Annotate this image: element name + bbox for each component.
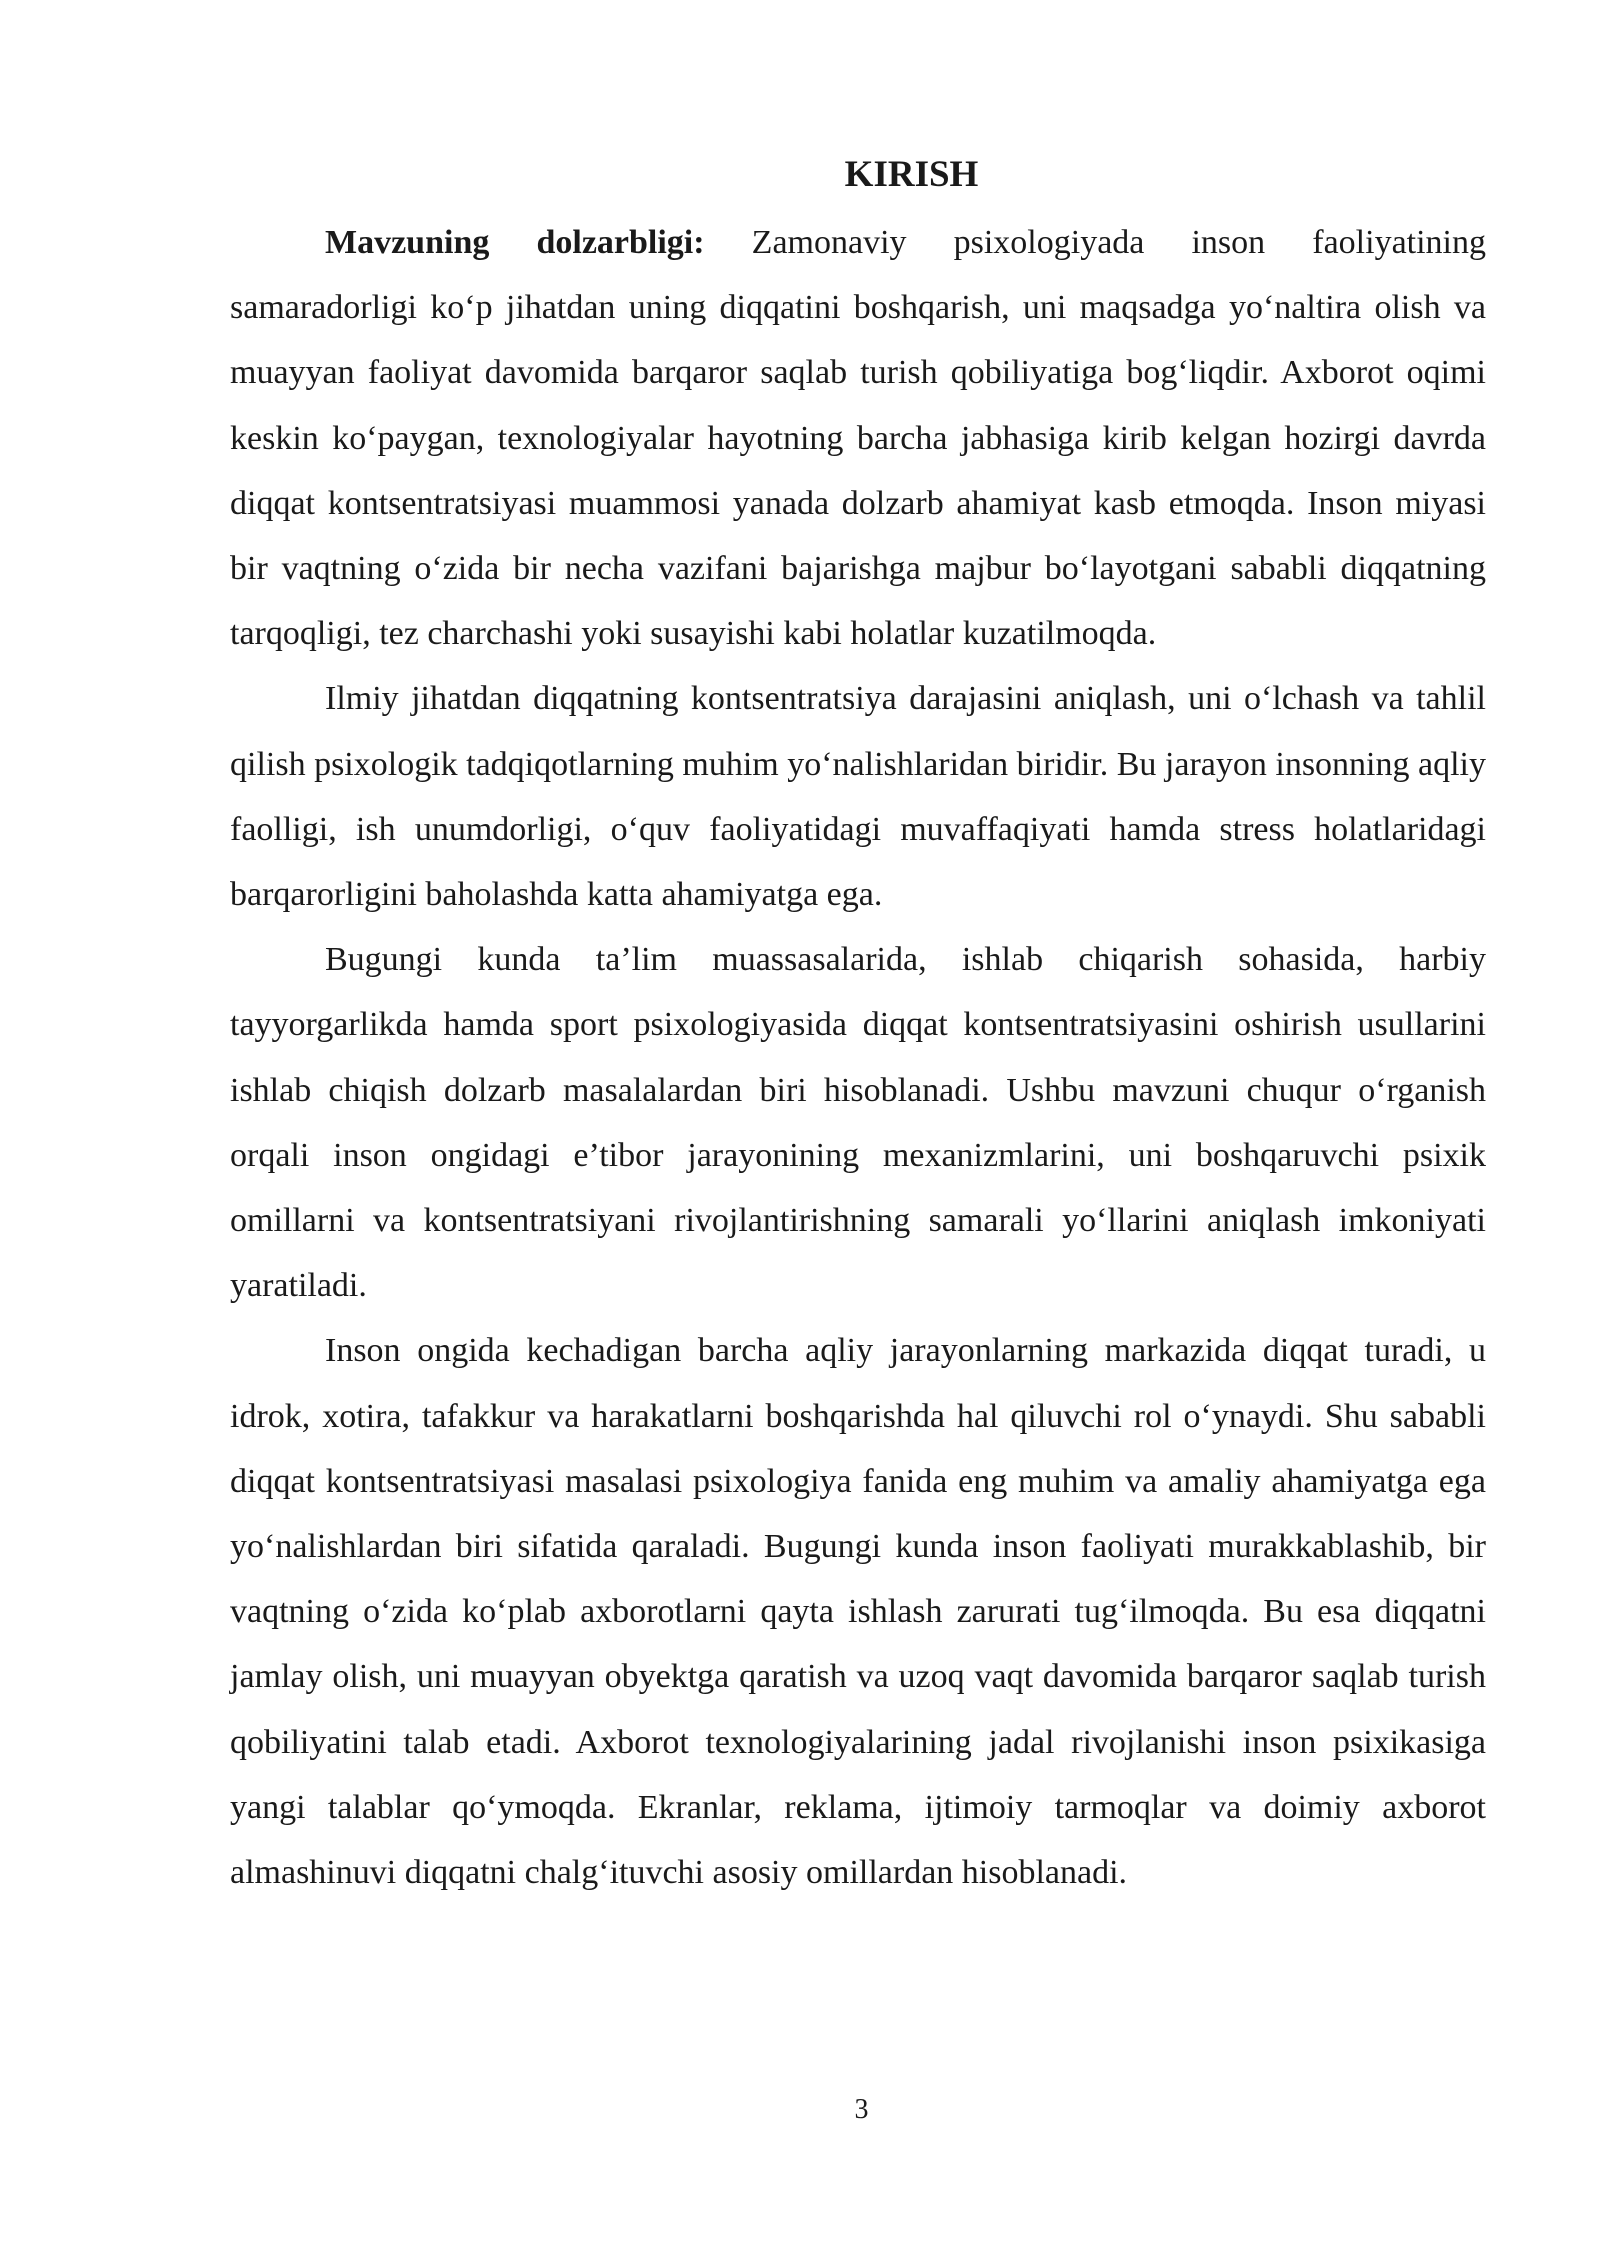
- paragraph: Ilmiy jihatdan diqqatning kontsentratsiya darajasini aniqlash, uni oʻlchash va tahlil qilish psixologik tadqiqotlarning muhim yoʻnalishlaridan biridir. Bu jarayon insonning aqliy faolligi, ish unumdorligi, oʻquv faoliyatidagi muvaffaqiyati hamda stress holatlaridagi barqarorligini baholashda katta ahamiyatga ega.: [230, 680, 1486, 914]
- paragraph: Bugungi kunda ta’lim muassasalarida, ishlab chiqarish sohasida, harbiy tayyorgarlikda hamda sport psixologiyasida diqqat kontsentratsiyasini oshirish usullarini ishlab chiqish dolzarb masalalardan biri hisoblanadi. Ushbu mavzuni chuqur oʻrganish orqali inson ongidagi e’tibor jarayonining mexanizmlarini, uni boshqaruvchi psixik omillarni va kontsentratsiyani rivojlantirishning samarali yoʻllarini aniqlash imkoniyati yaratiladi.: [230, 941, 1486, 1305]
- paragraph-relevance: [230, 210, 1486, 666]
- paragraph: Inson ongida kechadigan barcha aqliy jarayonlarning markazida diqqat turadi, u idrok, xotira, tafakkur va harakatlarni boshqarishda hal qiluvchi rol oʻynaydi. Shu sababli diqqat kontsentratsiyasi masalasi psixologiya fanida eng muhim va amaliy ahamiyatga ega yoʻnalishlardan biri sifatida qaraladi. Bugungi kunda inson faoliyati murakkablashib, bir vaqtning oʻzida koʻplab axborotlarni qayta ishlash zarurati tugʻilmoqda. Bu esa diqqatni jamlay olish, uni muayyan obyektga qaratish va uzoq vaqt davomida barqaror saqlab turish qobiliyatini talab etadi. Axborot texnologiyalarining jadal rivojlanishi inson psixikasiga yangi talablar qoʻymoqda. Ekranlar, reklama, ijtimoiy tarmoqlar va doimiy axborot almashinuvi diqqatni chalgʻituvchi asosiy omillardan hisoblanadi.: [230, 1332, 1486, 1892]
- section-heading: KIRISH: [844, 154, 979, 195]
- body-text: [230, 210, 1486, 1905]
- page-number: 3: [854, 2094, 869, 2125]
- paragraph-text: Zamonaviy psixologiyada inson faoliyatining samaradorligi koʻp jihatdan uning diqqatini boshqarish, uni maqsadga yoʻnaltira olish va muayyan faoliyat davomida barqaror saqlab turish qobiliyatiga bogʻliqdir. Axborot oqimi keskin koʻpaygan, texnologiyalar hayotning barcha jabhasiga kirib kelgan hozirgi davrda diqqat kontsentratsiyasi muammosi yanada dolzarb ahamiyat kasb etmoqda. Inson miyasi bir vaqtning oʻzida bir necha vazifani bajarishga majbur boʻlayotgani sababli diqqatning tarqoqligi, tez charchashi yoki susayishi kabi holatlar kuzatilmoqda.: [230, 224, 1486, 653]
- paragraph-lead: Mavzuning dolzarbligi:: [325, 224, 705, 261]
